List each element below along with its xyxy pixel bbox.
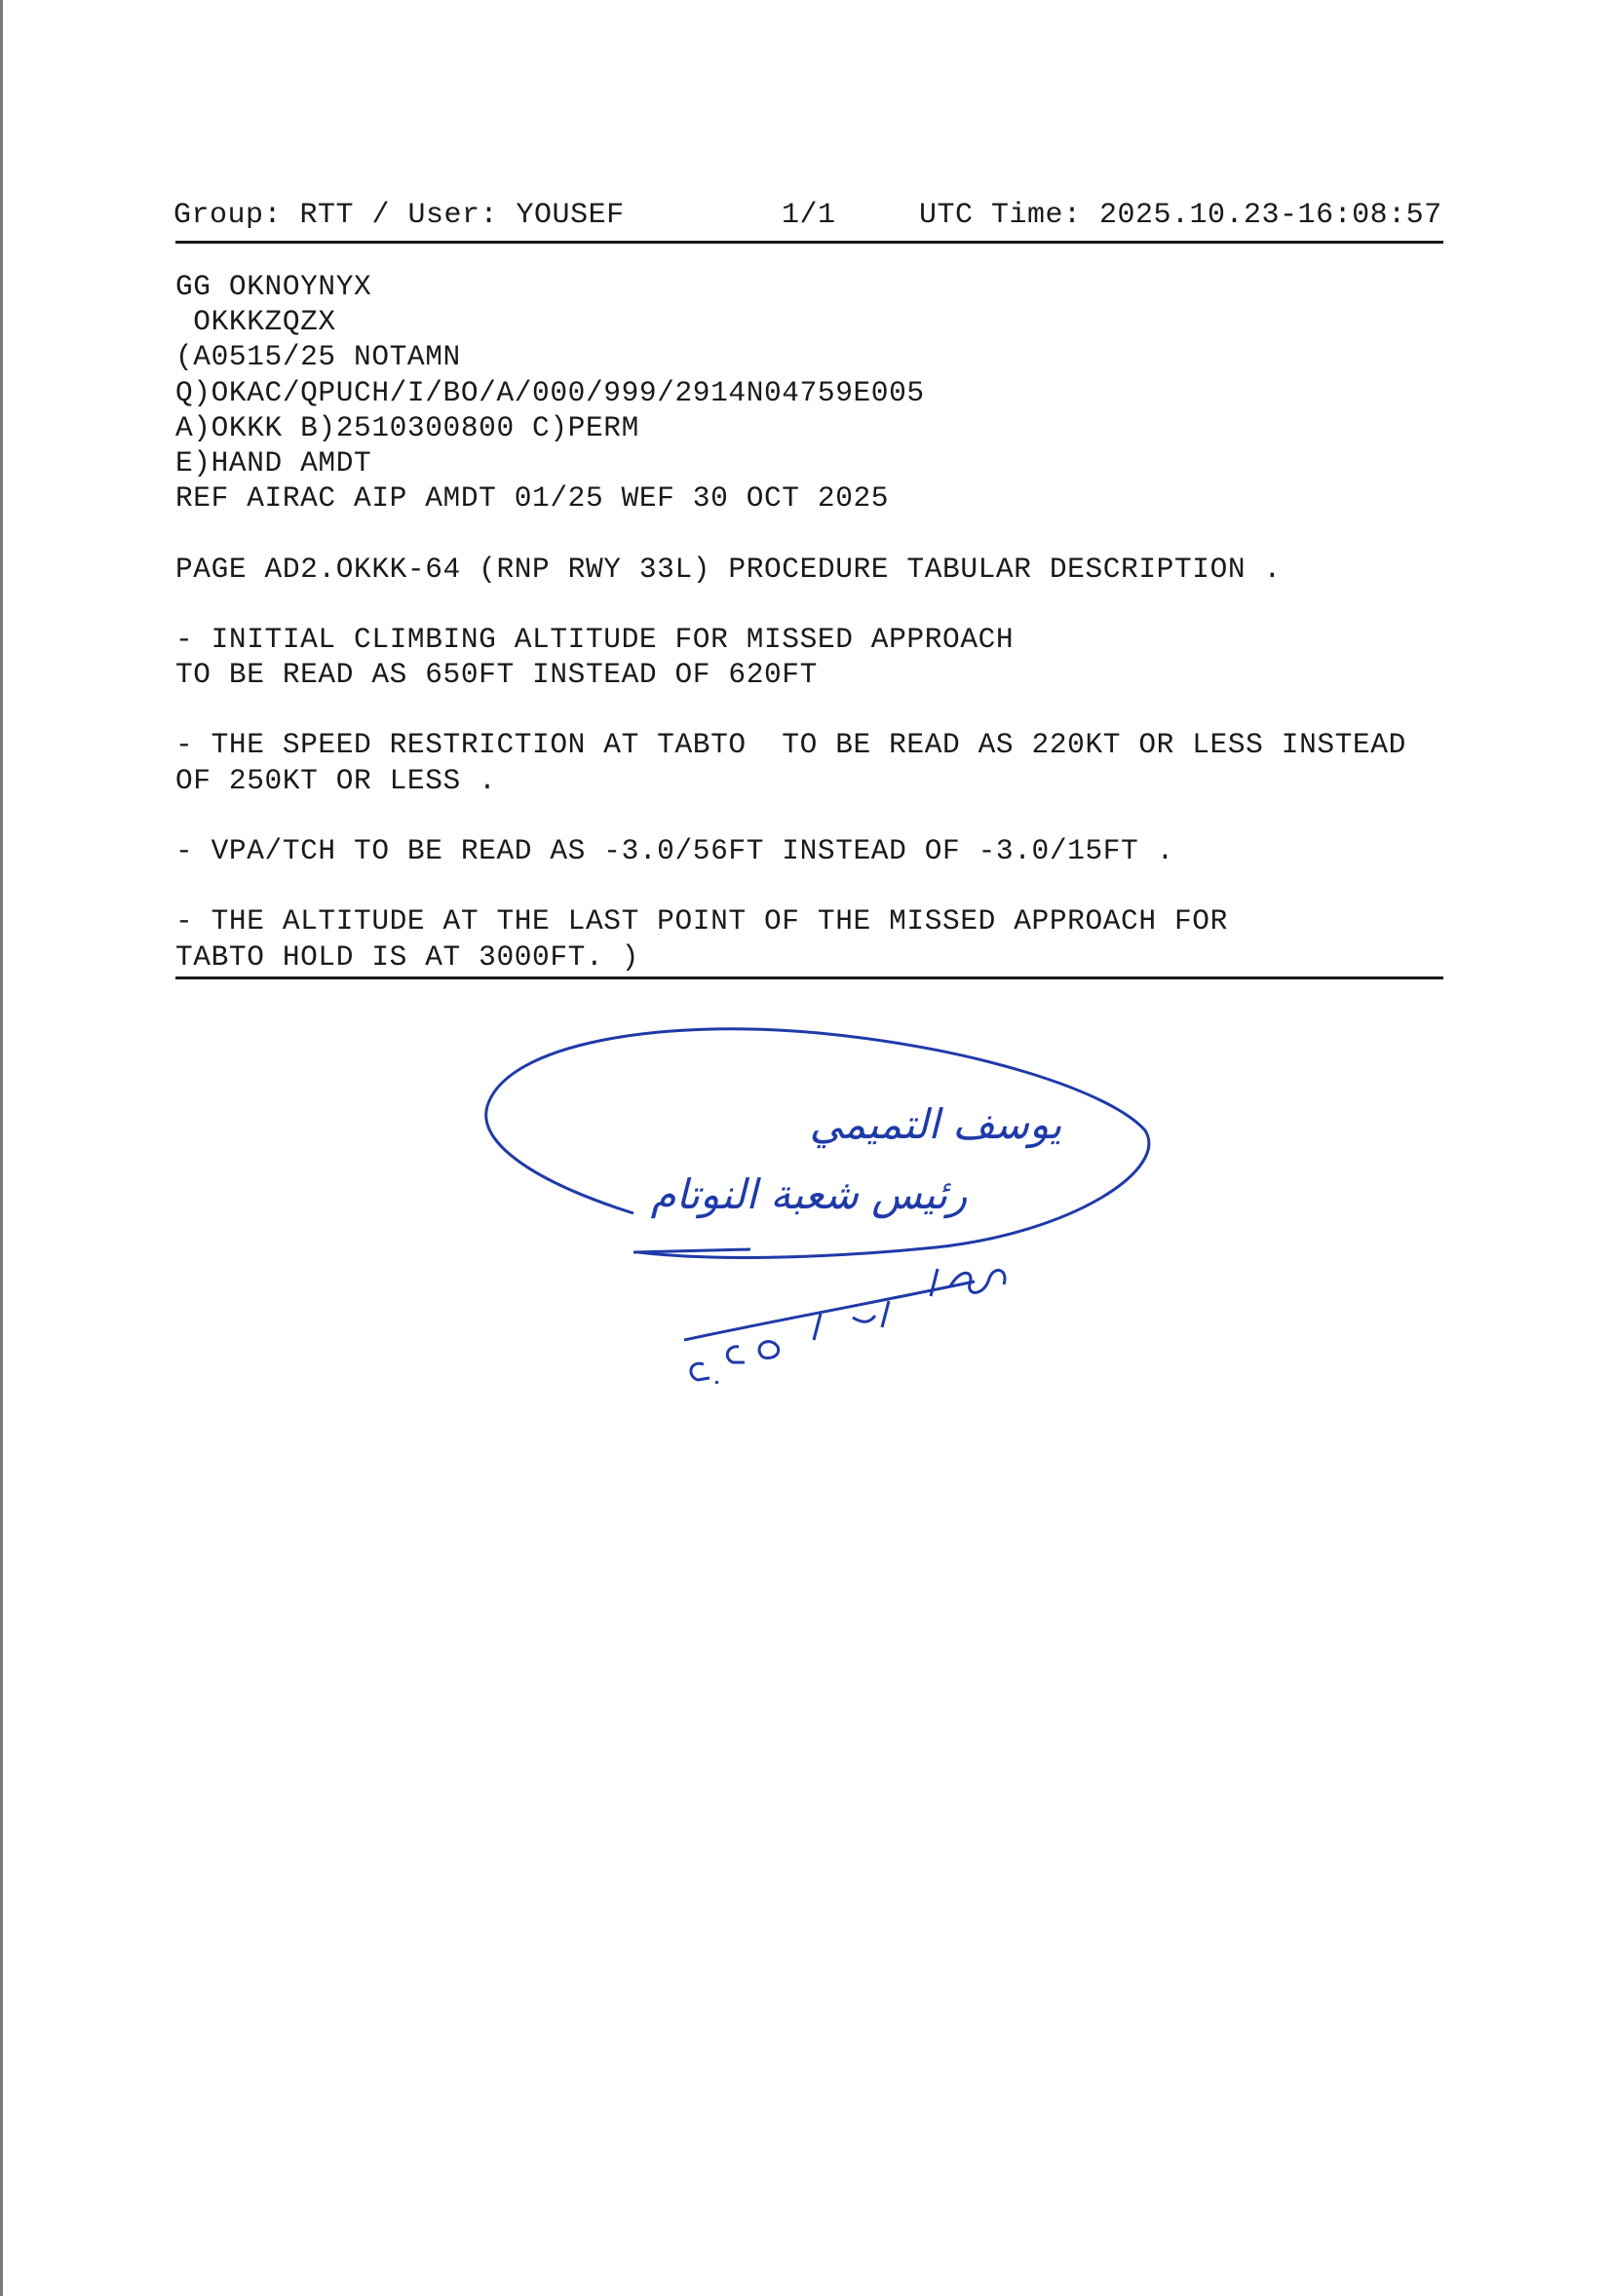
blank-line [175, 798, 1462, 833]
page-number: 1/1 [782, 199, 836, 232]
notam-line: - INITIAL CLIMBING ALTITUDE FOR MISSED APPROACH [175, 622, 1015, 656]
notam-message [175, 269, 1462, 975]
header-divider [175, 241, 1443, 244]
scan-page-edge [0, 0, 3, 2296]
blank-line [175, 516, 1462, 551]
notam-line: TABTO HOLD IS AT 3000FT. ) [175, 939, 639, 974]
notam-line: OF 250KT OR LESS . [175, 763, 497, 797]
notam-line: GG OKNOYNYX [175, 270, 372, 303]
notam-line: - VPA/TCH TO BE READ AS -3.0/56FT INSTEAD OF -3.0/15FT . [175, 834, 1174, 867]
notam-line: (A0515/25 NOTAMN [175, 340, 461, 374]
notam-line: - THE SPEED RESTRICTION AT TABTO TO BE READ AS 220KT OR LESS INSTEAD [175, 728, 1406, 762]
notam-line: REF AIRAC AIP AMDT 01/25 WEF 30 OCT 2025 [175, 481, 890, 516]
notam-line: PAGE AD2.OKKK-64 (RNP RWY 33L) PROCEDURE TABULAR DESCRIPTION . [175, 552, 1282, 586]
signature-title: رئيس شعبة النوتام [650, 1170, 968, 1218]
group-user-label: Group: RTT / User: YOUSEF [173, 199, 625, 232]
notam-line: OKKKZQZX [175, 305, 336, 339]
notam-line: TO BE READ AS 650FT INSTEAD OF 620FT [175, 658, 818, 692]
handwritten-signature-stamp [468, 1014, 1170, 1442]
notam-line: E)HAND AMDT [175, 445, 372, 479]
notam-line: - THE ALTITUDE AT THE LAST POINT OF THE MISSED APPROACH FOR [175, 904, 1228, 938]
signature-name: يوسف التميمي [809, 1100, 1062, 1148]
print-header [173, 191, 1442, 240]
blank-line [175, 587, 1462, 622]
notam-line: A)OKKK B)2510300800 C)PERM [175, 410, 639, 444]
blank-line [175, 692, 1462, 727]
footer-divider [175, 976, 1443, 979]
blank-line [175, 868, 1462, 903]
signature-underline [633, 1249, 750, 1252]
utc-time-label: UTC Time: 2025.10.23-16:08:57 [919, 199, 1442, 232]
notam-line: Q)OKAC/QPUCH/I/BO/A/000/999/2914N04759E005 [175, 375, 925, 409]
